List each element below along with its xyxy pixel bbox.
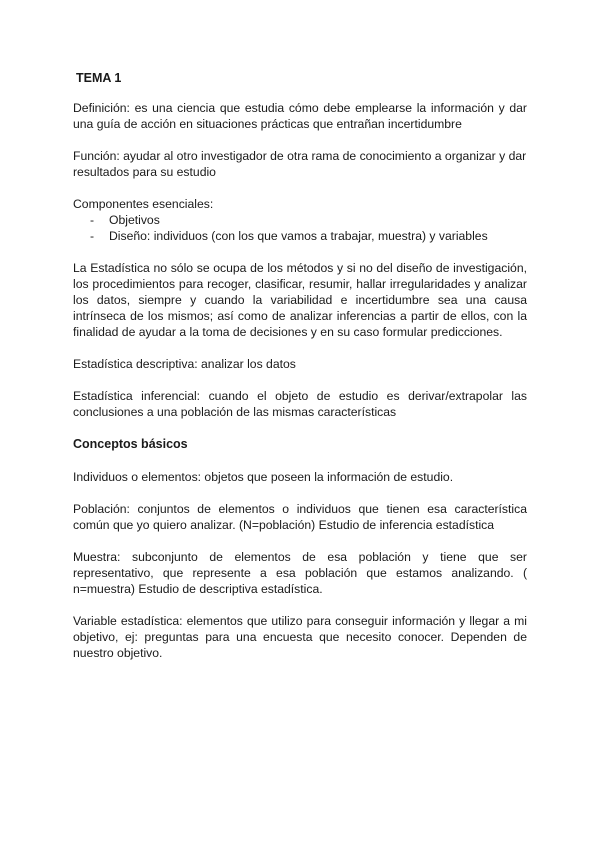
descriptive-statistics-paragraph: Estadística descriptiva: analizar los datos (73, 357, 296, 371)
inferential-statistics-paragraph: Estadística inferencial: cuando el objeto de estudio es derivar/extrapolar las conclusiones a una población de las mismas características (73, 389, 527, 419)
list-item (73, 212, 527, 228)
sample-paragraph: Muestra: subconjunto de elementos de esa población y tiene que ser representativo, que represente a esa población que estamos analizando. ( n=muestra) Estudio de descriptiva estadística. (73, 550, 527, 596)
population-paragraph: Población: conjuntos de elementos o individuos que tienen esa característica común que yo quiero analizar. (N=población) Estudio de inferencia estadística (73, 502, 527, 532)
bullet-dash: - (90, 213, 95, 227)
components-list (73, 212, 527, 244)
bullet-dash: - (90, 229, 95, 243)
variable-paragraph: Variable estadística: elementos que utilizo para conseguir información y llegar a mi objetivo, ej: preguntas para una encuesta que necesito conocer. Dependen de nuestro objetivo. (73, 614, 527, 660)
individuals-paragraph: Individuos o elementos: objetos que poseen la información de estudio. (73, 470, 454, 484)
list-item-text: Diseño: individuos (con los que vamos a trabajar, muestra) y variables (109, 229, 488, 243)
list-item (73, 228, 527, 244)
function-paragraph: Función: ayudar al otro investigador de otra rama de conocimiento a organizar y dar resultados para su estudio (73, 149, 527, 179)
section-heading: Conceptos básicos (73, 437, 188, 451)
definition-paragraph: Definición: es una ciencia que estudia cómo debe emplearse la información y dar una guía de acción en situaciones prácticas que entrañan incertidumbre (73, 101, 527, 131)
statistics-paragraph: La Estadística no sólo se ocupa de los métodos y si no del diseño de investigación, los procedimientos para recoger, clasificar, resumir, hallar irregularidades y analizar los datos, siempre y cuando la variabilidad e incertidumbre sea una causa intrínseca de los mismos; así como de analizar inferencias a partir de ellos, con la finalidad de ayudar a la toma de decisiones y en su caso formular predicciones. (73, 261, 527, 339)
list-item-text: Objetivos (109, 213, 160, 227)
document-title: TEMA 1 (76, 71, 122, 85)
document-page (73, 70, 527, 677)
components-label: Componentes esenciales: (73, 197, 214, 211)
